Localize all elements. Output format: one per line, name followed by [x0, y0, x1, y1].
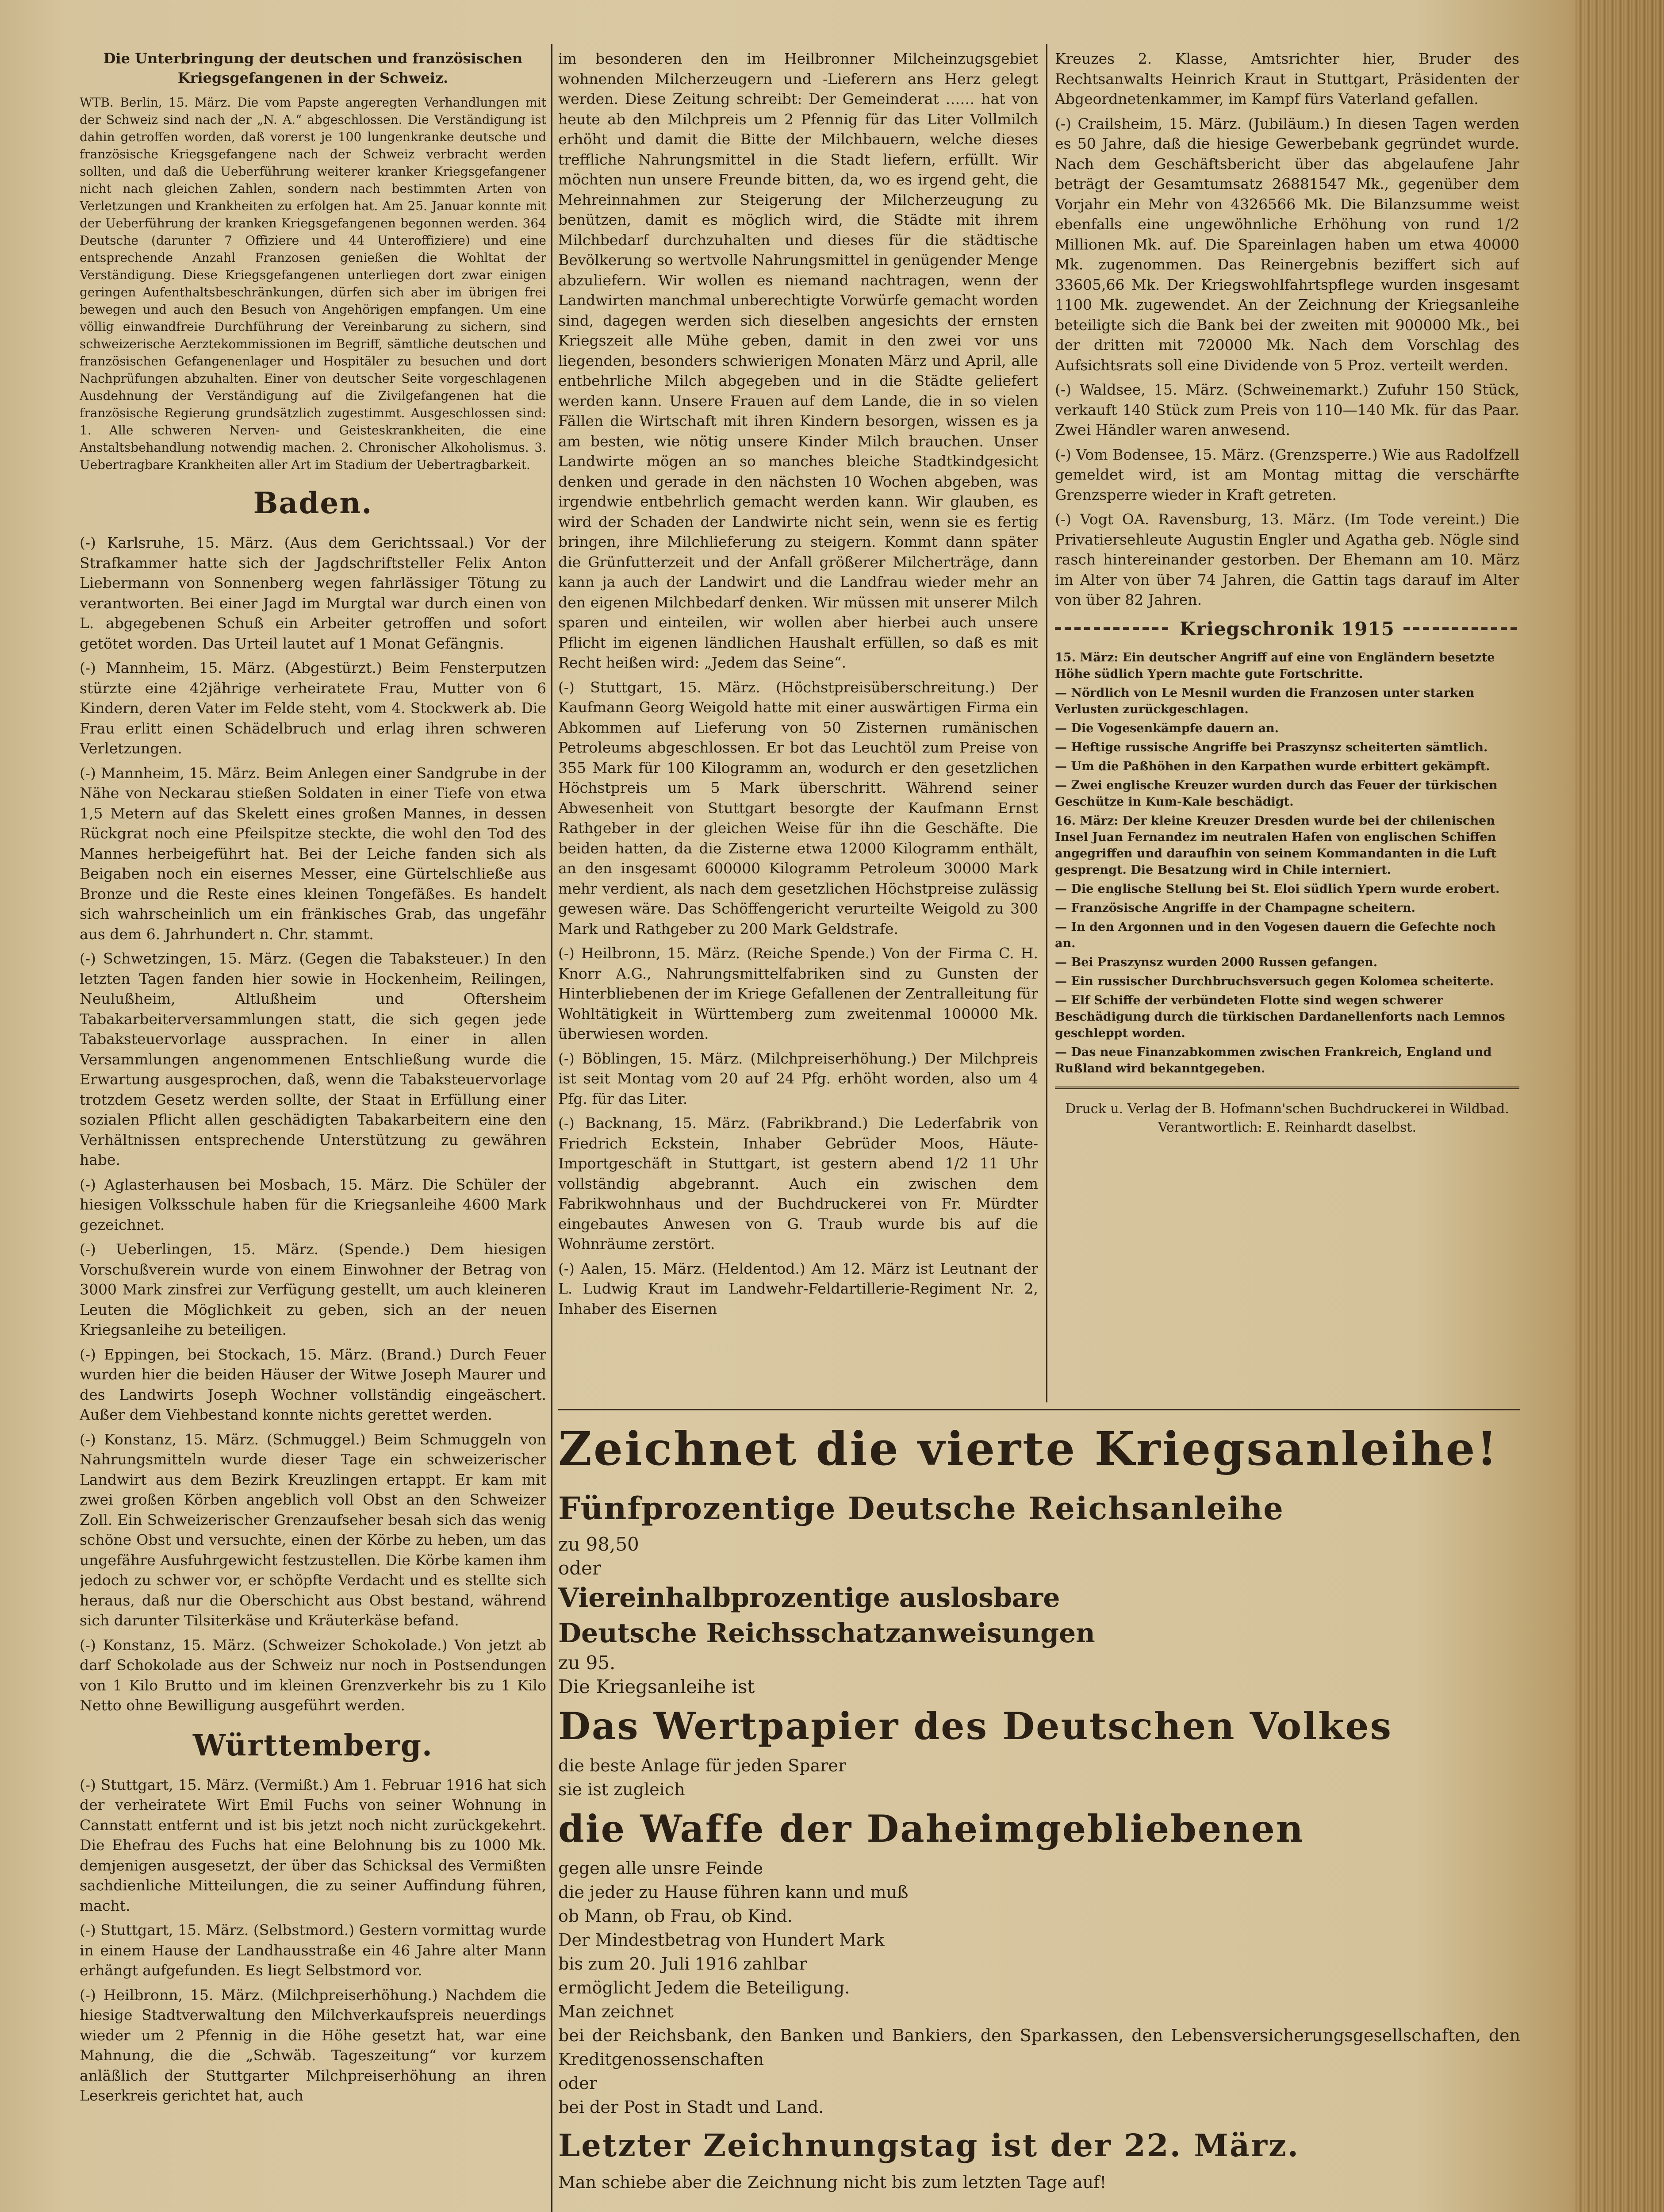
ad-or: oder: [558, 1557, 602, 1579]
news-item: (-) Karlsruhe, 15. März. (Aus dem Gerichtssaal.) Vor der Strafkammer hatte sich der Jagdschriftsteller Felix Anton Liebermann von Sonnenberg wegen fahrlässiger Tötung zu verantworten. Bei einer Jagd im Murgtal war durch einen von L. abgegebenen Schuß ein Arbeiter getroffen und sofort getötet worden. Das Urteil lautet auf 1 Monat Gefängnis.: [80, 534, 546, 652]
ad-text: Man schiebe aber die Zeichnung nicht bis zum letzten Tage auf!: [558, 2173, 1107, 2192]
section-title-baden: Baden.: [253, 486, 373, 520]
imprint: Druck u. Verlag der B. Hofmann'schen Buchdruckerei in Wildbad. Verantwortlich: E. Reinhardt daselbst.: [1065, 1101, 1509, 1135]
news-item: (-) Waldsee, 15. März. (Schweinemarkt.) Zufuhr 150 Stück, verkauft 140 Stück zum Preis von 110—140 Mk. für das Paar. Zwei Händler waren anwesend.: [1055, 381, 1519, 438]
ad-text: die beste Anlage für jeden Sparer: [558, 1756, 847, 1775]
war-chronicle-item: — Französische Angriffe in der Champagne scheitern.: [1055, 901, 1415, 915]
column-divider-left: [551, 44, 552, 2212]
war-chronicle-item: — Die englische Stellung bei St. Eloi südlich Ypern wurde erobert.: [1055, 882, 1500, 896]
war-chronicle-list: [1055, 649, 1519, 1077]
news-item: (-) Backnang, 15. März. (Fabrikbrand.) Die Lederfabrik von Friedrich Eckstein, Inhaber Gebrüder Moos, Häute-Importgeschäft in Stuttgart, ist gestern abend 1/2 11 Uhr vollständig abgebrannt. Auch ein zwischen dem Fabrikwohnhaus und der Buchdruckerei von Fr. Mürdter eingebautes Anwesen von G. Traub wurde bis auf die Wohnräume zerstört.: [558, 1114, 1038, 1252]
news-item: (-) Crailsheim, 15. März. (Jubiläum.) In diesen Tagen werden es 50 Jahre, daß die hiesige Gewerbebank gegründet wurde. Nach dem Geschäftsbericht über das abgelaufene Jahr beträgt der Gesamtumsatz 26881547 Mk., gegenüber dem Vorjahr ein Mehr von 4326566 Mk. Die Bilanzsumme weist ebenfalls eine ungewöhnliche Erhöhung von rund 1/2 Millionen Mk. auf. Die Spareinlagen haben um etwa 40000 Mk. zugenommen. Das Reinergebnis beziffert sich auf 33605,66 Mk. Der Kriegswohlfahrtspflege wurden insgesamt 1100 Mk. zugewendet. An der Zeichnung der Kriegsanleihe beteiligte sich die Bank bei der zweiten mit 900000 Mk., bei der dritten mit 720000 Mk. Nach dem Vorschlag des Aufsichtsrats soll eine Dividende von 5 Proz. verteilt werden.: [1055, 115, 1519, 374]
news-item: (-) Mannheim, 15. März. Beim Anlegen einer Sandgrube in der Nähe von Neckarau stießen Soldaten in einer Tiefe von etwa 1,5 Metern auf das Skelett eines großen Mannes, in dessen Rückgrat noch eine Pfeilspitze steckte, die wohl den Tod des Mannes herbeigeführt hat. Bei der Leiche fanden sich als Beigaben noch ein eisernes Messer, eine Gürtelschließe aus Bronze und die Reste eines kleinen Tongefäßes. Es handelt sich wahrscheinlich um ein fränkisches Grab, das ungefähr aus dem 6. Jahrhundert n. Chr. stammt.: [80, 764, 546, 943]
war-chronicle-item: — Um die Paßhöhen in den Karpathen wurde erbittert gekämpft.: [1055, 759, 1490, 773]
news-item: (-) Stuttgart, 15. März. (Vermißt.) Am 1. Februar 1916 hat sich der verheiratete Wirt Emil Fuchs von seiner Wohnung in Cannstatt entfernt und ist bis jetzt noch nicht zurückgekehrt. Die Ehefrau des Fuchs hat eine Belohnung bis zu 1000 Mk. demjenigen ausgesetzt, der über das Schicksal des Vermißten sachdienliche Mitteilungen, die zu seiner Auffindung führen, macht.: [80, 1776, 546, 1914]
war-chronicle-box: [1055, 618, 1519, 1089]
news-item: (-) Stuttgart, 15. März. (Selbstmord.) Gestern vormittag wurde in einem Hause der Landhausstraße ein 46 Jahre alter Mann erhängt aufgefunden. Es liegt Selbstmord vor.: [80, 1921, 546, 1979]
ad-slogan-2: die Waffe der Daheimgebliebenen: [558, 1807, 1304, 1851]
news-item: (-) Konstanz, 15. März. (Schmuggel.) Beim Schmuggeln von Nahrungsmitteln wurde dieser Tage ein schweizerischer Landwirt aus dem Bezirk Kreuzlingen ertappt. Er kam mit zwei großen Körben angeblich voll Obst an den Schweizer Zoll. Ein Schweizerischer Grenzaufseher besah sich das wenig schöne Obst und versuchte, einen der Körbe zu heben, um das ungefähre Ausfuhrgewicht festzustellen. Die Körbe kamen ihm jedoch zu schwer vor, er schöpfte Verdacht und es stellte sich heraus, daß nur die Oberschicht aus Obst bestand, während sich darunter Tilsiterkäse und Kräuterkäse befand.: [80, 1430, 546, 1629]
article-continuation: im besonderen den im Heilbronner Milcheinzugsgebiet wohnenden Milcherzeugern und -Lieferern ans Herz gelegt werden. Diese Zeitung schreibt: Der Gemeinderat …… hat von heute ab den Milchpreis um 2 Pfennig für das Liter Vollmilch erhöht und damit die Bitte der Milchbauern, welche dieses treffliche Nahrungsmittel in die Stadt liefern, erfüllt. Wir möchten nun unsere Freunde bitten, da, wo es irgend geht, die Mehreinnahmen zur Steigerung der Milcherzeugung zu benützen, damit es möglich wird, die Städte mit ihrem Milchbedarf durchzuhalten und dieses für die städtische Bevölkerung so wertvolle Nahrungsmittel in genügender Menge abzuliefern. Wir wollen es niemand nachtragen, wenn der Landwirten manchmal unberechtigte Vorwürfe gemacht worden sind, dagegen werden sich dieselben angesichts der ernsten Kriegszeit alle Mühe geben, damit in den zwei vor uns liegenden, besonders schwierigen Monaten März und April, alle entbehrliche Milch abgegeben und in die Städte geliefert werden kann. Unsere Frauen auf dem Lande, die in so vielen Fällen die Wirtschaft mit ihren Kindern besorgen, wissen es ja am besten, wie nötig unsere Kinder Milch brauchen. Unser Landwirte mögen an so manches bleiche Stadtkindgesicht denken und gerade in den nächsten 10 Wochen abgeben, was irgendwie entbehrlich gemacht werden kann. Wir glauben, es wird der Schaden der Landwirte nicht sein, wenn sie es fertig bringen, ihre Milchlieferung zu steigern. Kommt dann später die Grünfutterzeit und der Anfall größerer Milcherträge, dann kann ja auch der Landwirt und die Landfrau wieder mehr an den eigenen Milchbedarf denken. Wir müssen mit unserer Milch sparen und einteilen, wir wollen aber hierbei auch unsere Pflicht im eigenen ländlichen Haushalt erfüllen, so daß es mit Recht heißen wird: „Jedem das Seine“.: [558, 50, 1038, 671]
ad-text: bei der Post in Stadt und Land.: [558, 2097, 824, 2117]
section-title-wuerttemberg: Württemberg.: [192, 1728, 433, 1763]
ad-bond-name-2a: Viereinhalbprozentige auslosbare: [558, 1582, 1060, 1613]
news-item: (-) Ueberlingen, 15. März. (Spende.) Dem hiesigen Vorschußverein wurde von einem Einwohner der Betrag von 3000 Mark zinsfrei zur Verfügung gestellt, um auch kleineren Leuten die Möglichkeit zu geben, sich an der neuen Kriegsanleihe zu beteiligen.: [80, 1240, 546, 1338]
war-bond-advertisement: [558, 1420, 1520, 2212]
ad-text: oder: [558, 2074, 597, 2093]
news-item: (-) Stuttgart, 15. März. (Höchstpreisüberschreitung.) Der Kaufmann Georg Weigold hatte mit einer auswärtigen Firma ein Abkommen auf Lieferung von 50 Zisternen rumänischen Petroleums abgeschlossen. Er bot das Leuchtöl zum Preise von 355 Mark für 100 Kilogramm an, wodurch er den gesetzlichen Höchstpreis um 5 Mark überschritt. Während seiner Abwesenheit von Stuttgart besorgte der Kaufmann Ernst Rathgeber in der gleichen Weise für ihn die Geschäfte. Die beiden hatten, da die Zisterne etwa 12000 Kilogramm enthält, an den insgesamt 600000 Kilogramm Petroleum 30000 Mark mehr verdient, als nach dem gesetzlichen Höchstpreise zulässig gewesen wäre. Das Schöffengericht verurteilte Weigold zu 300 Mark und Rathgeber zu 200 Mark Geldstrafe.: [558, 678, 1038, 937]
ad-footnote: [558, 2210, 1520, 2212]
news-item: (-) Heilbronn, 15. März. (Milchpreiserhöhung.) Nachdem die hiesige Stadtverwaltung den Milchverkaufspreis neuerdings wieder um 2 Pfennig in die Höhe gesetzt hat, war eine Mahnung, die die „Schwäb. Tageszeitung“ vor kurzem anläßlich der Stuttgarter Milchpreiserhöhung an ihren Leserkreis gerichtet hat, auch: [80, 1986, 546, 2104]
book-binding-edge: [1576, 0, 1664, 2212]
war-chronicle-item: — Die Vogesenkämpfe dauern an.: [1055, 721, 1279, 735]
war-chronicle-item: — Zwei englische Kreuzer wurden durch das Feuer der türkischen Geschütze in Kum-Kale beschädigt.: [1055, 778, 1498, 809]
ad-text: bis zum 20. Juli 1916 zahlbar: [558, 1954, 807, 1974]
news-item: (-) Aalen, 15. März. (Heldentod.) Am 12. März ist Leutnant der L. Ludwig Kraut im Landwehr-Feldartillerie-Regiment Nr. 2, Inhaber des Eisernen: [558, 1260, 1038, 1317]
war-chronicle-item: — Ein russischer Durchbruchsversuch gegen Kolomea scheiterte.: [1055, 974, 1494, 988]
ornament-rule-left: [1055, 627, 1171, 630]
column-2: [558, 49, 1038, 1420]
war-chronicle-title: Kriegschronik 1915: [1180, 618, 1395, 640]
ad-text: die jeder zu Hause führen kann und muß: [558, 1882, 909, 1902]
ad-deadline: Letzter Zeichnungstag ist der 22. März.: [558, 2127, 1300, 2164]
war-chronicle-item: — Nördlich von Le Mesnil wurden die Franzosen unter starken Verlusten zurückgeschlagen.: [1055, 686, 1475, 716]
ad-text: ob Mann, ob Frau, ob Kind.: [558, 1906, 793, 1926]
news-item: (-) Vom Bodensee, 15. März. (Grenzsperre.) Wie aus Radolfzell gemeldet wird, ist am Montag mittag die verschärfte Grenzsperre wieder in Kraft getreten.: [1055, 445, 1519, 503]
news-item: (-) Schwetzingen, 15. März. (Gegen die Tabaksteuer.) In den letzten Tagen fanden hier sowie in Hockenheim, Reilingen, Neulußheim, Altlußheim und Oftersheim Tabakarbeiterversammlungen statt, die sich gegen jede Tabaksteuervorlage aussprachen. In einer in allen Versammlungen angenommenen Entschließung wurde die Erwartung ausgesprochen, daß, wenn die Tabaksteuervorlage trotzdem Gesetz werden sollte, der Staat in Erfüllung einer sozialen Pflicht allen geschädigten Tabakarbeitern eine den Verhältnissen entsprechende Unterstützung zu gewähren habe.: [80, 950, 546, 1168]
ad-text: gegen alle unsre Feinde: [558, 1859, 763, 1878]
ad-text: ermöglicht Jedem die Beteiligung.: [558, 1978, 850, 1997]
ad-price-2: zu 95.: [558, 1652, 616, 1674]
ad-text: sie ist zugleich: [558, 1780, 685, 1799]
ad-bond-name-2b: Deutsche Reichsschatzanweisungen: [558, 1618, 1095, 1649]
article-continuation: Kreuzes 2. Klasse, Amtsrichter hier, Bruder des Rechtsanwalts Heinrich Kraut in Stuttgart, Präsidenten der Abgeordnetenkammer, im Kampf fürs Vaterland gefallen.: [1055, 50, 1519, 108]
column-3: [1055, 49, 1519, 1420]
war-chronicle-item: — Das neue Finanzabkommen zwischen Frankreich, England und Rußland wird bekanntgegeben.: [1055, 1045, 1492, 1075]
article-lead: WTB. Berlin, 15. März. Die vom Papste angeregten Verhandlungen mit der Schweiz sind nach der „N. A.“ abgeschlossen. Die Verständigung ist dahin getroffen worden, daß vorerst je 100 lungenkranke deutsche und französische Kriegsgefangene nach der Schweiz verbracht werden sollten, und daß die Ueberführung weiterer kranker Kriegsgefangener nicht nach gleichen Zahlen, sondern nach bestimmten Arten von Verletzungen und Krankheiten zu erfolgen hat. Am 25. Januar konnte mit der Ueberführung der kranken Kriegsgefangenen begonnen werden. 364 Deutsche (darunter 7 Offiziere und 44 Unteroffiziere) und eine entsprechende Anzahl Franzosen genießen die Wohltat der Verständigung. Diese Kriegsgefangenen unterliegen dort zwar einigen geringen Aufenthaltsbeschränkungen, dürfen sich aber im übrigen frei bewegen und auch den Besuch von Angehörigen empfangen. Um eine völlig einwandfreie Durchführung der Vereinbarung zu sichern, sind schweizerische Aerztekommissionen im Begriff, sämtliche deutschen und französischen Gefangenenlager und Hospitäler zu besuchen und dort Nachprüfungen abzuhalten. Einer von deutscher Seite vorgeschlagenen Ausdehnung der Verständigung auf die Zivilgefangenen hat die französische Regierung grundsätzlich zugestimmt. Ausgeschlossen sind: 1. Alle schweren Nerven- und Geisteskrankheiten, die eine Anstaltsbehandlung notwendig machen. 2. Chronischer Alkoholismus. 3. Uebertragbare Krankheiten aller Art im Stadium der Uebertragbarkeit.: [80, 95, 546, 472]
ad-text: Der Mindestbetrag von Hundert Mark: [558, 1930, 885, 1950]
war-chronicle-item: 16. März: Der kleine Kreuzer Dresden wurde bei der chilenischen Insel Juan Fernandez im neutralen Hafen von englischen Schiffen angegriffen und daraufhin von seinem Kommandanten in die Luft gesprengt. Die Besatzung wird in Chile interniert.: [1055, 814, 1497, 877]
ad-price: zu 98,50: [558, 1533, 639, 1555]
news-item: (-) Eppingen, bei Stockach, 15. März. (Brand.) Durch Feuer wurden hier die beiden Häuser der Witwe Joseph Maurer und des Landwirts Joseph Wochner vollständig eingeäschert. Außer dem Viehbestand konnte nichts gerettet werden.: [80, 1345, 546, 1423]
column-divider-right: [1046, 44, 1047, 1402]
war-chronicle-item: — Bei Praszynsz wurden 2000 Russen gefangen.: [1055, 955, 1378, 969]
ad-headline: Zeichnet die vierte Kriegsanleihe!: [558, 1421, 1499, 1476]
ad-text: bei der Reichsbank, den Banken und Bankiers, den Sparkassen, den Lebensversicherungsgesellschaften, den Kreditgenossenschaften: [558, 2026, 1520, 2069]
ad-text: Man zeichnet: [558, 2002, 674, 2021]
news-item: (-) Vogt OA. Ravensburg, 13. März. (Im Tode vereint.) Die Privatiersehleute Augustin Engler und Agatha geb. Nögle sind rasch hintereinander gestorben. Der Ehemann am 10. März im Alter von über 74 Jahren, die Gattin tags darauf im Alter von über 82 Jahren.: [1055, 511, 1519, 608]
ad-slogan-1: Das Wertpapier des Deutschen Volkes: [558, 1704, 1393, 1748]
news-item: (-) Konstanz, 15. März. (Schweizer Schokolade.) Von jetzt ab darf Schokolade aus der Schweiz nur noch in Postsendungen von 1 Kilo Brutto und im kleinen Grenzverkehr bis zu 1 Kilo Netto ohne Bewilligung ausgeführt werden.: [80, 1636, 546, 1714]
column-1: [80, 49, 546, 2212]
news-item: (-) Böblingen, 15. März. (Milchpreiserhöhung.) Der Milchpreis ist seit Montag vom 20 auf 24 Pfg. erhöht worden, also um 4 Pfg. für das Liter.: [558, 1049, 1038, 1107]
article-headline: Die Unterbringung der deutschen und französischen Kriegsgefangenen in der Schweiz.: [103, 50, 523, 86]
news-item: (-) Aglasterhausen bei Mosbach, 15. März. Die Schüler der hiesigen Volksschule haben für die Kriegsanleihe 4600 Mark gezeichnet.: [80, 1175, 546, 1233]
war-chronicle-item: 15. März: Ein deutscher Angriff auf eine von Engländern besetzte Höhe südlich Ypern machte gute Fortschritte.: [1055, 650, 1495, 681]
ad-bond-name: Fünfprozentige Deutsche Reichsanleihe: [558, 1490, 1284, 1527]
war-chronicle-item: — Heftige russische Angriffe bei Praszynsz scheiterten sämtlich.: [1055, 740, 1488, 754]
news-item: (-) Heilbronn, 15. März. (Reiche Spende.) Von der Firma C. H. Knorr A.G., Nahrungsmittelfabriken sind zu Gunsten der Hinterbliebenen der im Kriege Gefallenen der Zentralleitung für Wohltätigkeit in Württemberg zum zweitenmal 100000 Mk. überwiesen worden.: [558, 945, 1038, 1042]
war-chronicle-header: [1055, 618, 1519, 640]
ad-text: Die Kriegsanleihe ist: [558, 1676, 755, 1697]
ornament-rule-right: [1403, 627, 1519, 630]
news-item: (-) Mannheim, 15. März. (Abgestürzt.) Beim Fensterputzen stürzte eine 42jährige verheiratete Frau, Mutter von 6 Kindern, deren Vater im Felde steht, vom 4. Stockwerk ab. Die Frau erlitt einen Schädelbruch und erlag ihren schweren Verletzungen.: [80, 659, 546, 757]
war-chronicle-item: — In den Argonnen und in den Vogesen dauern die Gefechte noch an.: [1055, 920, 1496, 950]
war-chronicle-item: — Elf Schiffe der verbündeten Flotte sind wegen schwerer Beschädigung durch die türkischen Dardanellenforts nach Lemnos geschleppt worden.: [1055, 993, 1505, 1040]
